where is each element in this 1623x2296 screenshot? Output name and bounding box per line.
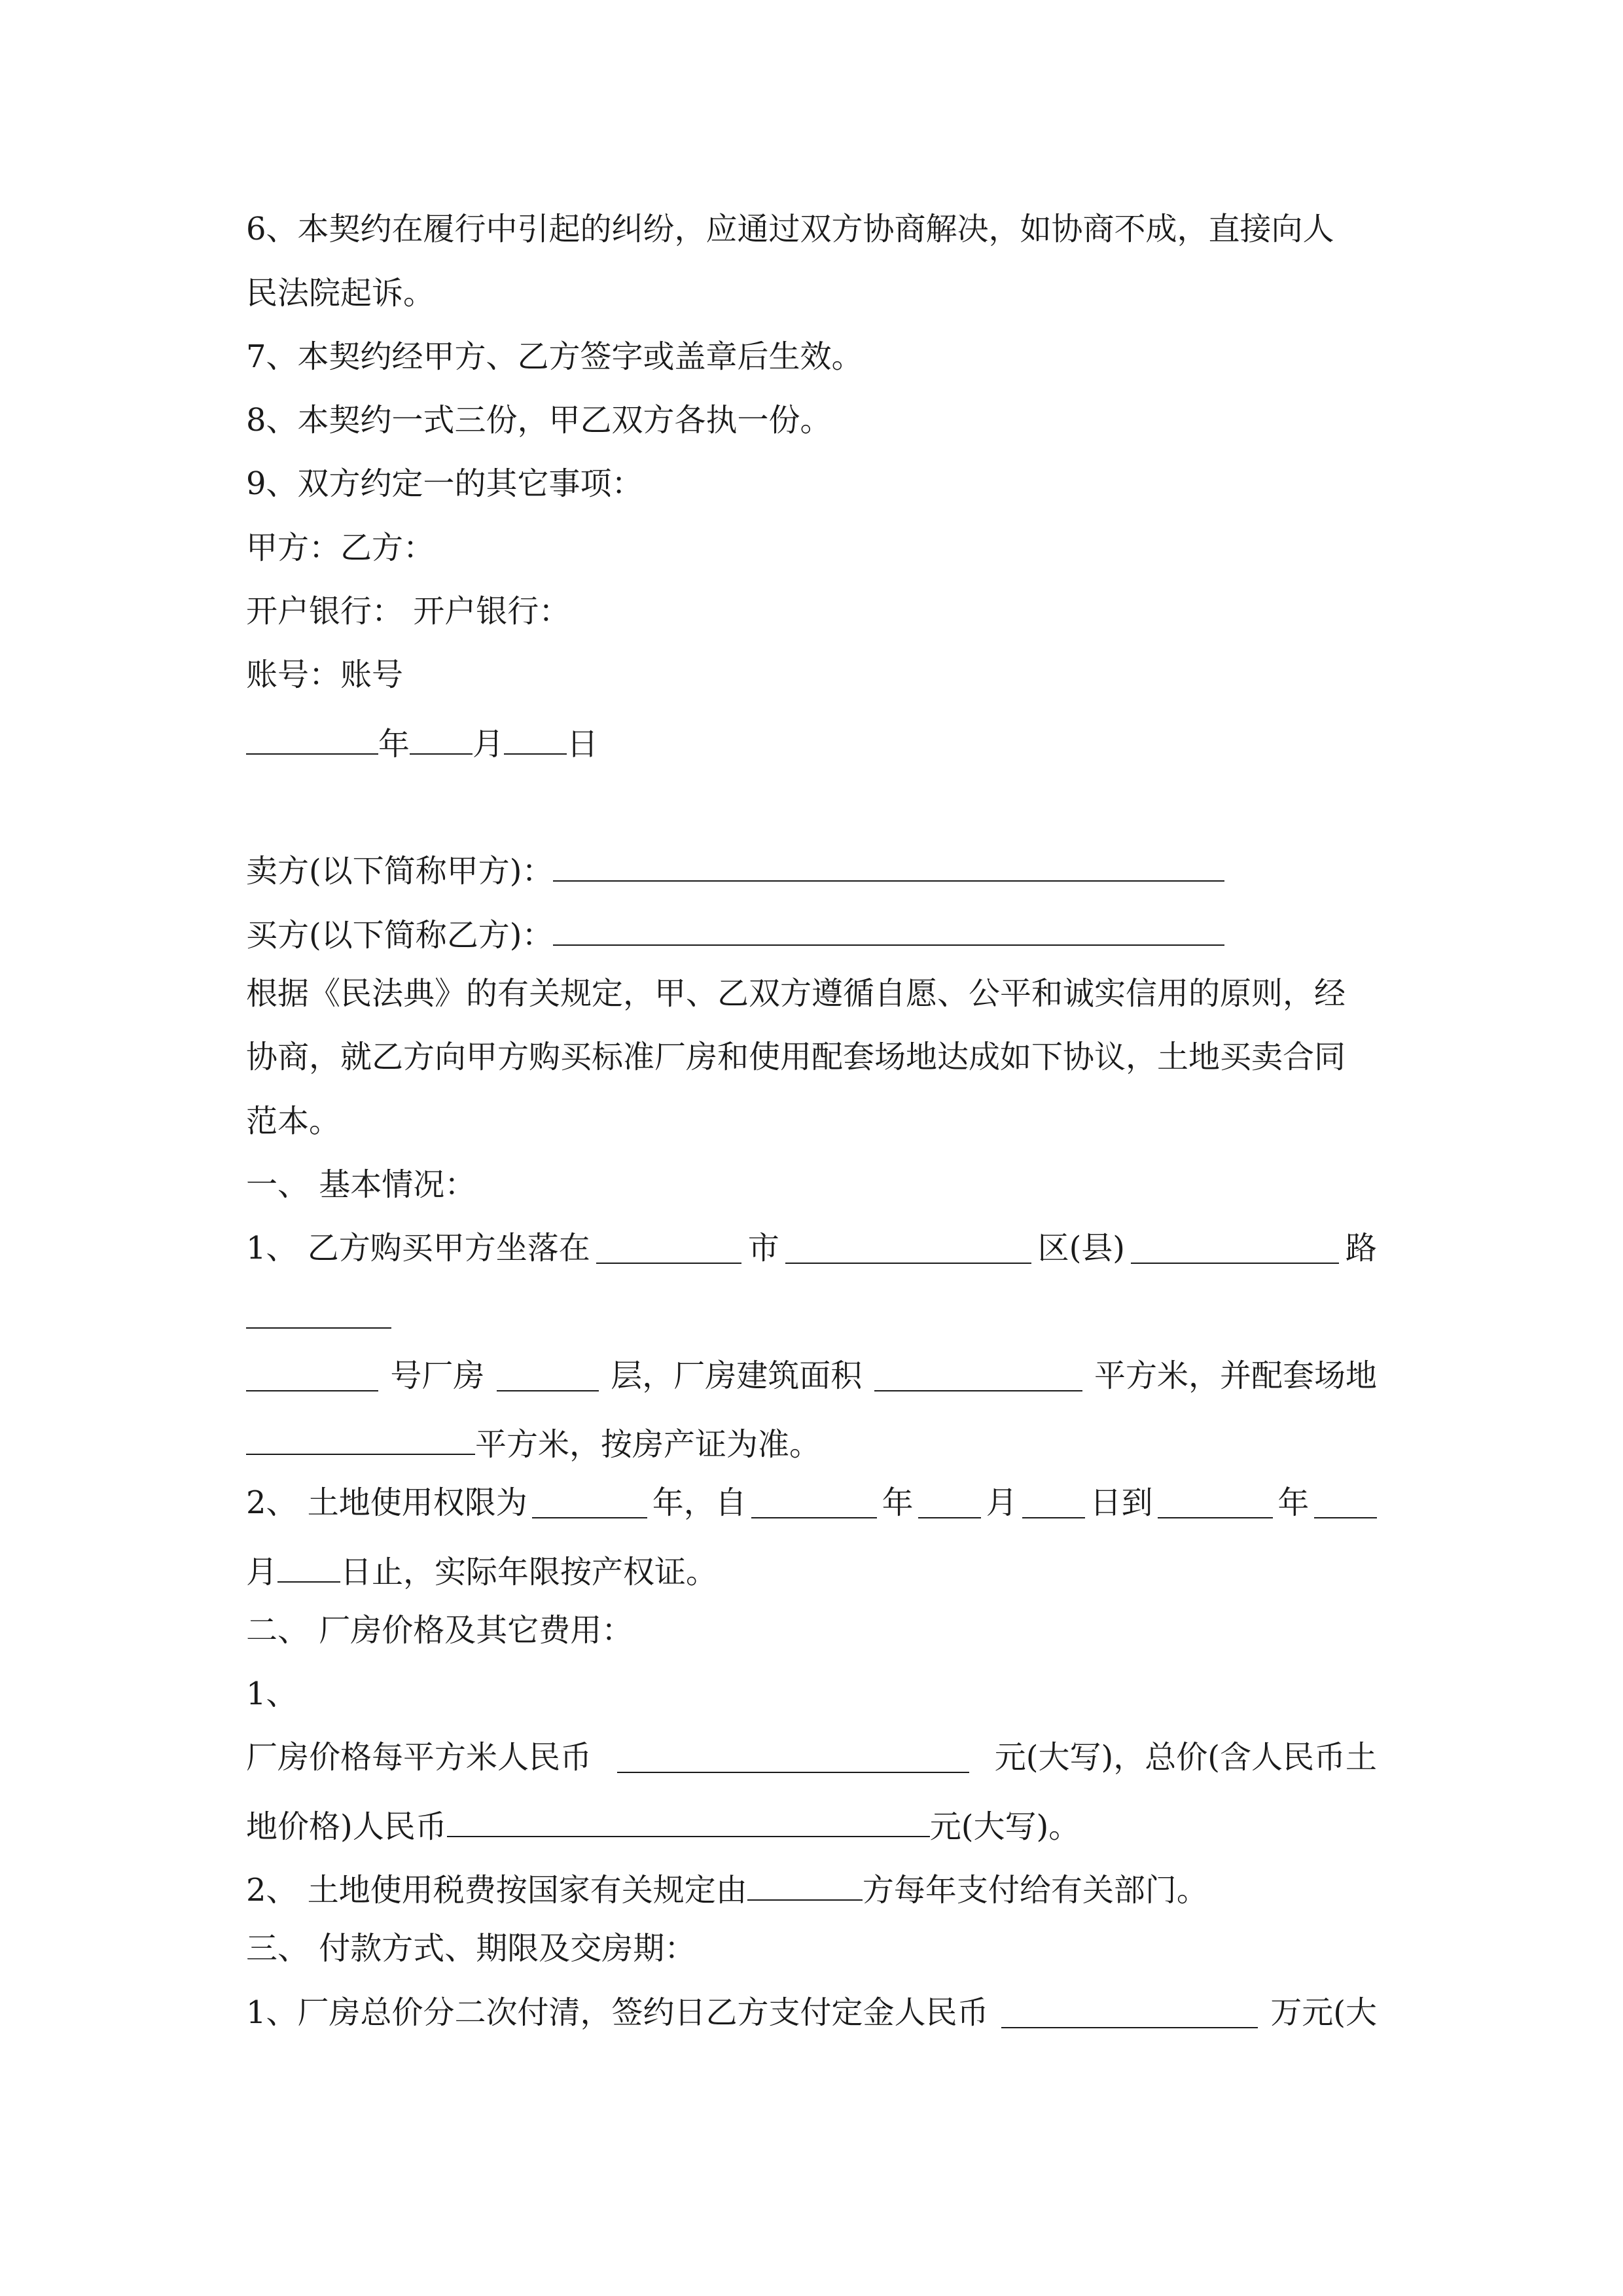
- signature-parties: 甲方：乙方：: [246, 529, 435, 566]
- site-area-blank: [246, 1414, 475, 1455]
- section-3-item-1: 1、厂房总价分二次付清，签约日乙方支付定金人民币 万元(大: [246, 1988, 1377, 2037]
- section-2-item-1-label: 1、: [246, 1676, 298, 1712]
- end-month-blank-part: [1314, 1478, 1377, 1518]
- district-blank: [785, 1223, 1031, 1264]
- section-1-item-1-line-2: 号厂房 层，厂房建筑面积 平方米，并配套场地: [246, 1351, 1377, 1401]
- start-day-blank: [1022, 1478, 1085, 1518]
- city-blank: [596, 1223, 741, 1264]
- intro-line-1: 根据《民法典》的有关规定，甲、乙双方遵循自愿、公平和诚实信用的原则，经: [246, 975, 1346, 1012]
- clause-6-line-1: 6、本契约在履行中引起的纠纷，应通过双方协商解决，如协商不成，直接向人: [246, 211, 1334, 247]
- road-blank: [1131, 1223, 1339, 1264]
- room-blank: [246, 1351, 378, 1391]
- price-line-1: 厂房价格每平方米人民币 元(大写)，总价(含人民币土: [246, 1732, 1377, 1782]
- seller-blank: [553, 841, 1224, 882]
- end-day-blank: [277, 1542, 340, 1583]
- buyer-blank: [553, 905, 1224, 946]
- section-1-item-1-line-3: 平方米，按房产证为准。: [246, 1414, 821, 1464]
- term-years-blank: [532, 1478, 647, 1518]
- section-1-heading: 一、 基本情况：: [246, 1166, 476, 1203]
- road-continuation-blank: [246, 1327, 391, 1329]
- section-3-heading: 三、 付款方式、期限及交房期：: [246, 1930, 696, 1967]
- price-line-2: 地价格)人民币 元(大写)。: [246, 1797, 1080, 1846]
- signature-bank: 开户银行： 开户银行：: [246, 593, 571, 630]
- deposit-blank: [1001, 1988, 1258, 2028]
- end-year-blank: [1158, 1478, 1273, 1518]
- signature-date: 年 月 日: [246, 714, 598, 764]
- year-blank: [246, 714, 378, 755]
- buyer-line: 买方(以下简称乙方)：: [246, 905, 1224, 955]
- section-1-item-1-line-1: 1、 乙方购买甲方坐落在 市 区(县) 路: [246, 1223, 1377, 1273]
- section-2-item-2: 2、 土地使用税费按国家有关规定由 方每年支付给有关部门。: [246, 1860, 1208, 1910]
- clause-6-line-2: 民法院起诉。: [246, 275, 435, 312]
- intro-line-2: 协商，就乙方向甲方购买标准厂房和使用配套场地达成如下协议，土地买卖合同: [246, 1039, 1346, 1075]
- intro-line-3: 范本。: [246, 1103, 341, 1139]
- unit-price-blank: [617, 1732, 969, 1773]
- tax-party-blank: [747, 1860, 863, 1901]
- section-1-item-2-line-1: 2、 土地使用权限为 年，自 年 月 日到 年: [246, 1478, 1377, 1528]
- floor-blank: [497, 1351, 599, 1391]
- day-blank: [504, 714, 567, 755]
- signature-account: 账号：账号: [246, 656, 404, 693]
- clause-7: 7、本契约经甲方、乙方签字或盖章后生效。: [246, 338, 863, 375]
- clause-8: 8、本契约一式三份，甲乙双方各执一份。: [246, 402, 832, 439]
- start-year-blank: [751, 1478, 877, 1518]
- area-blank: [874, 1351, 1082, 1391]
- start-month-blank: [918, 1478, 981, 1518]
- section-1-item-2-line-2: 月 日止，实际年限按产权证。: [246, 1542, 717, 1592]
- total-price-blank: [447, 1797, 930, 1837]
- seller-line: 卖方(以下简称甲方)：: [246, 841, 1224, 891]
- month-blank: [410, 714, 473, 755]
- section-2-heading: 二、 厂房价格及其它费用：: [246, 1612, 633, 1649]
- clause-9: 9、双方约定一的其它事项：: [246, 465, 643, 502]
